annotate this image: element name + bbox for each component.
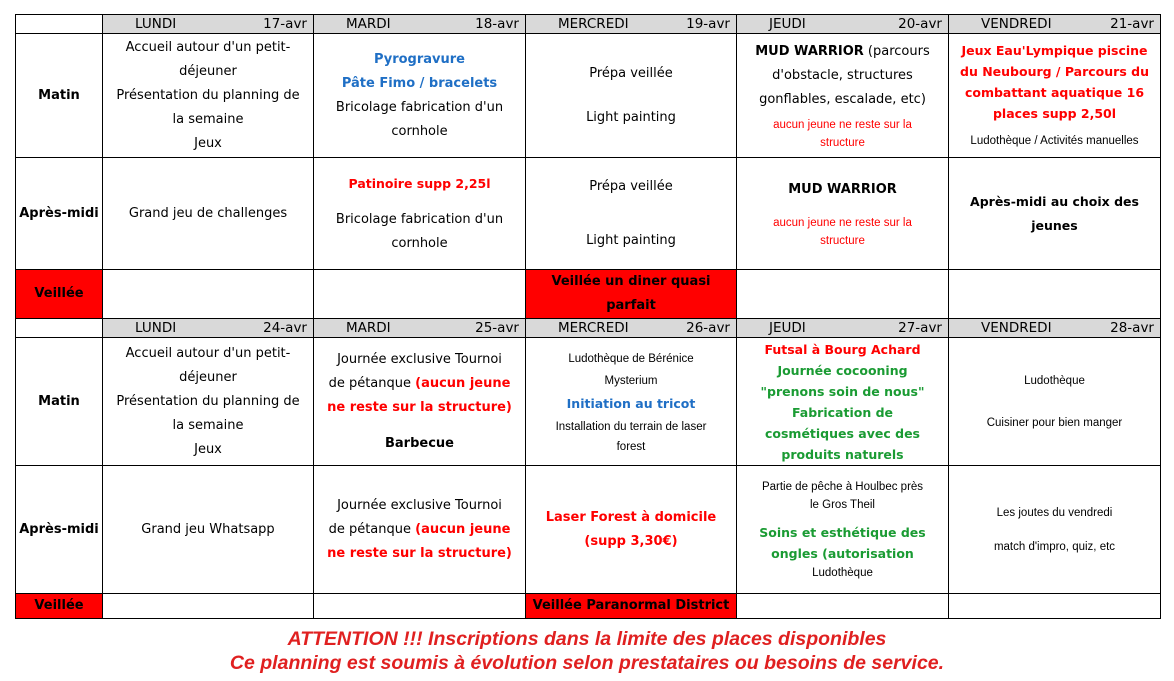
header-jeudi: JEUDI 27-avr (737, 319, 949, 338)
planning-week-2 (15, 318, 1161, 619)
header-blank (16, 15, 103, 34)
footer-line-1: ATTENTION !!! Inscriptions dans la limite des places disponibles (287, 628, 887, 650)
header-mardi: MARDI 18-avr (314, 15, 526, 34)
header-mercredi: MERCREDI 26-avr (526, 319, 737, 338)
week2-apres-mercredi: Laser Forest à domicile (supp 3,30€) (526, 466, 737, 594)
week1-apres-vendredi: Après-midi au choix des jeunes (949, 158, 1161, 270)
week1-matin-row (16, 34, 1161, 158)
week1-apres-lundi: Grand jeu de challenges (103, 158, 314, 270)
row-label-matin: Matin (16, 34, 103, 158)
week2-veillee-mardi (314, 594, 526, 619)
week1-veillee-mercredi: Veillée un diner quasi parfait (526, 270, 737, 319)
week1-veillee-lundi (103, 270, 314, 319)
week2-veillee-row (16, 594, 1161, 619)
header-vendredi: VENDREDI 21-avr (949, 15, 1161, 34)
week1-veillee-vendredi (949, 270, 1161, 319)
week2-veillee-mercredi: Veillée Paranormal District (526, 594, 737, 619)
week1-veillee-jeudi (737, 270, 949, 319)
row-label-apres-midi: Après-midi (16, 466, 103, 594)
planning-week-1 (15, 14, 1161, 319)
week2-matin-mardi: Journée exclusive Tournoi de pétanque (aucun jeune ne reste sur la structure) Barbecue (314, 338, 526, 466)
week1-matin-mercredi: Prépa veillée Light painting (526, 34, 737, 158)
week1-veillee-row (16, 270, 1161, 319)
week1-matin-mardi: Pyrogravure Pâte Fimo / bracelets Bricolage fabrication d'un cornhole (314, 34, 526, 158)
week1-veillee-mardi (314, 270, 526, 319)
footer-line-2: Ce planning est soumis à évolution selon prestataires ou besoins de service. (229, 652, 945, 674)
week2-matin-mercredi: Ludothèque de Bérénice Mysterium Initiation au tricot Installation du terrain de laser forest (526, 338, 737, 466)
row-label-veillee: Veillée (16, 594, 103, 619)
week2-matin-row (16, 338, 1161, 466)
week2-matin-jeudi: Futsal à Bourg Achard Journée cocooning "prenons soin de nous" Fabrication de cosmétiques avec des produits naturels (737, 338, 949, 466)
header-lundi: LUNDI 17-avr (103, 15, 314, 34)
row-label-veillee: Veillée (16, 270, 103, 319)
week2-apres-vendredi: Les joutes du vendredi match d'impro, quiz, etc (949, 466, 1161, 594)
footer-warning (0, 627, 1174, 675)
week2-veillee-lundi (103, 594, 314, 619)
header-jeudi: JEUDI 20-avr (737, 15, 949, 34)
week2-apres-mardi: Journée exclusive Tournoi de pétanque (aucun jeune ne reste sur la structure) (314, 466, 526, 594)
week2-veillee-jeudi (737, 594, 949, 619)
week1-header-row (16, 15, 1161, 34)
week1-apres-mercredi: Prépa veillée Light painting (526, 158, 737, 270)
week2-veillee-vendredi (949, 594, 1161, 619)
week2-matin-vendredi: Ludothèque Cuisiner pour bien manger (949, 338, 1161, 466)
week2-header-row (16, 319, 1161, 338)
week2-apres-lundi: Grand jeu Whatsapp (103, 466, 314, 594)
header-mardi: MARDI 25-avr (314, 319, 526, 338)
week2-apres-jeudi: Partie de pêche à Houlbec près le Gros Theil Soins et esthétique des ongles (autorisation Ludothèque (737, 466, 949, 594)
row-label-matin: Matin (16, 338, 103, 466)
header-mercredi: MERCREDI 19-avr (526, 15, 737, 34)
week1-matin-vendredi: Jeux Eau'Lympique piscine du Neubourg / Parcours du combattant aquatique 16 places supp 2,50l Ludothèque / Activités manuelles (949, 34, 1161, 158)
week2-apres-row (16, 466, 1161, 594)
week1-matin-jeudi: MUD WARRIOR (parcours d'obstacle, structures gonflables, escalade, etc) aucun jeune ne reste sur la structure (737, 34, 949, 158)
header-vendredi: VENDREDI 28-avr (949, 319, 1161, 338)
header-blank (16, 319, 103, 338)
week1-apres-mardi: Patinoire supp 2,25l Bricolage fabrication d'un cornhole (314, 158, 526, 270)
week1-matin-lundi: Accueil autour d'un petit- déjeuner Présentation du planning de la semaine Jeux (103, 34, 314, 158)
week1-apres-row (16, 158, 1161, 270)
header-lundi: LUNDI 24-avr (103, 319, 314, 338)
row-label-apres-midi: Après-midi (16, 158, 103, 270)
week1-apres-jeudi: MUD WARRIOR aucun jeune ne reste sur la structure (737, 158, 949, 270)
week2-matin-lundi: Accueil autour d'un petit- déjeuner Présentation du planning de la semaine Jeux (103, 338, 314, 466)
